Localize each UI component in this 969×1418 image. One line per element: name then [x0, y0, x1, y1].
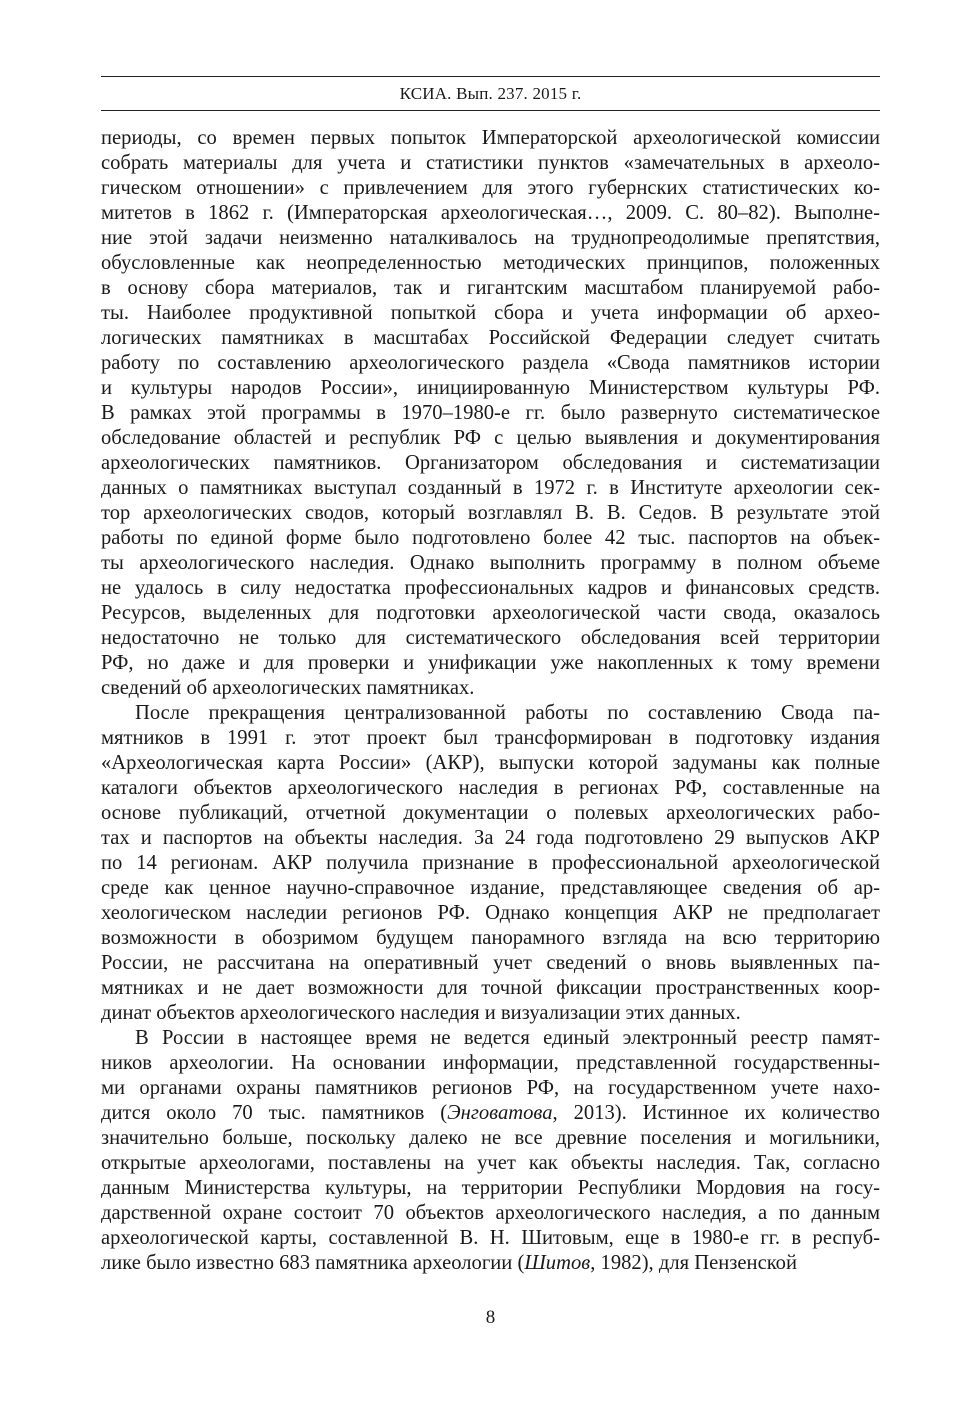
text-line: и культуры народов России», инициированную Министерством культуры РФ.: [101, 377, 880, 399]
text-line: «Археологическая карта России» (АКР), выпуски которой задуманы как полные: [101, 752, 880, 774]
text-line: работу по составлению археологического раздела «Свода памятников истории: [101, 352, 880, 374]
text-line: мятников в 1991 г. этот проект был трансформирован в подготовку издания: [101, 727, 880, 749]
header-rule-bottom: [101, 110, 880, 111]
page-number: 8: [485, 1307, 496, 1328]
text-line: работы по единой форме было подготовлено более 42 тыс. паспортов на объек-: [101, 527, 880, 549]
text-line: мятниках и не дает возможности для точной фиксации пространственных коор-: [101, 977, 880, 999]
text-line: открытые археологами, поставлены на учет как объекты наследия. Так, согласно: [101, 1152, 880, 1174]
text-line: в основу сбора материалов, так и гигантским масштабом планируемой рабо-: [101, 277, 880, 299]
text-line: хеологическом наследии регионов РФ. Однако концепция АКР не предполагает: [101, 902, 880, 924]
text-line: по 14 регионам. АКР получила признание в профессиональной археологической: [101, 852, 880, 874]
text-line: каталоги объектов археологического наследия в регионах РФ, составленные на: [101, 777, 880, 799]
text-line: дарственной охране состоит 70 объектов археологического наследия, а по данным: [101, 1202, 880, 1224]
text-line: России, не рассчитана на оперативный учет сведений о вновь выявленных па-: [101, 952, 880, 974]
header-rule-top: [101, 76, 880, 77]
text-line: тор археологических сводов, который возглавлял В. В. Седов. В результате этой: [101, 502, 880, 524]
text-line: данным Министерства культуры, на территории Республики Мордовия на госу-: [101, 1177, 880, 1199]
text-line: обусловленные как неопределенностью методических принципов, положенных: [101, 252, 880, 274]
text-line: периоды, со времен первых попыток Императорской археологической комиссии: [101, 127, 880, 149]
text-line: митетов в 1862 г. (Императорская археологическая…, 2009. С. 80–82). Выполне-: [101, 202, 880, 224]
text-line: динат объектов археологического наследия и визуализации этих данных.: [101, 1002, 741, 1024]
text-line: ников археологии. На основании информации, представленной государственны-: [101, 1052, 880, 1074]
text-line: возможности в обозримом будущем панорамного взгляда на всю территорию: [101, 927, 880, 949]
paragraph: [101, 1026, 880, 1276]
text-line: РФ, но даже и для проверки и унификации уже накопленных к тому времени: [101, 652, 880, 674]
text-line: тах и паспортов на объекты наследия. За 24 года подготовлено 29 выпусков АКР: [101, 827, 880, 849]
text-line: не удалось в силу недостатка профессиональных кадров и финансовых средств.: [101, 577, 880, 599]
text-line: ми органами охраны памятников регионов РФ, на государственном учете нахо-: [101, 1077, 880, 1099]
text-line: В России в настоящее время не ведется единый электронный реестр памят-: [135, 1027, 880, 1049]
text-line: собрать материалы для учета и статистики пунктов «замечательных в археоло-: [101, 152, 880, 174]
body-text: [101, 126, 880, 1276]
text-line: ты. Наиболее продуктивной попыткой сбора и учета информации об архео-: [101, 302, 880, 324]
text-line: После прекращения централизованной работы по составлению Свода па-: [135, 702, 880, 724]
text-line: значительно больше, поскольку далеко не все древние поселения и могильники,: [101, 1127, 880, 1149]
text-line: В рамках этой программы в 1970–1980-е гг. было развернуто систематическое: [101, 402, 880, 424]
paragraph: [101, 126, 880, 701]
text-line: Ресурсов, выделенных для подготовки археологической части свода, оказалось: [101, 602, 880, 624]
text-line: гическом отношении» с привлечением для этого губернских статистических ко-: [101, 177, 880, 199]
text-line: недостаточно не только для систематического обследования всей территории: [101, 627, 880, 649]
text-line: основе публикаций, отчетной документации о полевых археологических рабо-: [101, 802, 880, 824]
text-line: дится около 70 тыс. памятников (Энговатова, 2013). Истинное их количество: [101, 1102, 880, 1124]
text-line: среде как ценное научно-справочное издание, представляющее сведения об ар-: [101, 877, 880, 899]
text-line: сведений об археологических памятниках.: [101, 677, 475, 699]
text-line: обследование областей и республик РФ с целью выявления и документирования: [101, 427, 880, 449]
paragraph: [101, 701, 880, 1026]
text-line: лике было известно 683 памятника археологии (Шитов, 1982), для Пензенской: [101, 1252, 797, 1274]
text-line: археологической карты, составленной В. Н. Шитовым, еще в 1980-е гг. в респуб-: [101, 1227, 880, 1249]
running-head: КСИА. Вып. 237. 2015 г.: [399, 84, 582, 103]
text-line: данных о памятниках выступал созданный в 1972 г. в Институте археологии сек-: [101, 477, 880, 499]
text-line: логических памятниках в масштабах Российской Федерации следует считать: [101, 327, 880, 349]
text-line: ние этой задачи неизменно наталкивалось на труднопреодолимые препятствия,: [101, 227, 880, 249]
text-line: ты археологического наследия. Однако выполнить программу в полном объеме: [101, 552, 880, 574]
text-line: археологических памятников. Организатором обследования и систематизации: [101, 452, 880, 474]
